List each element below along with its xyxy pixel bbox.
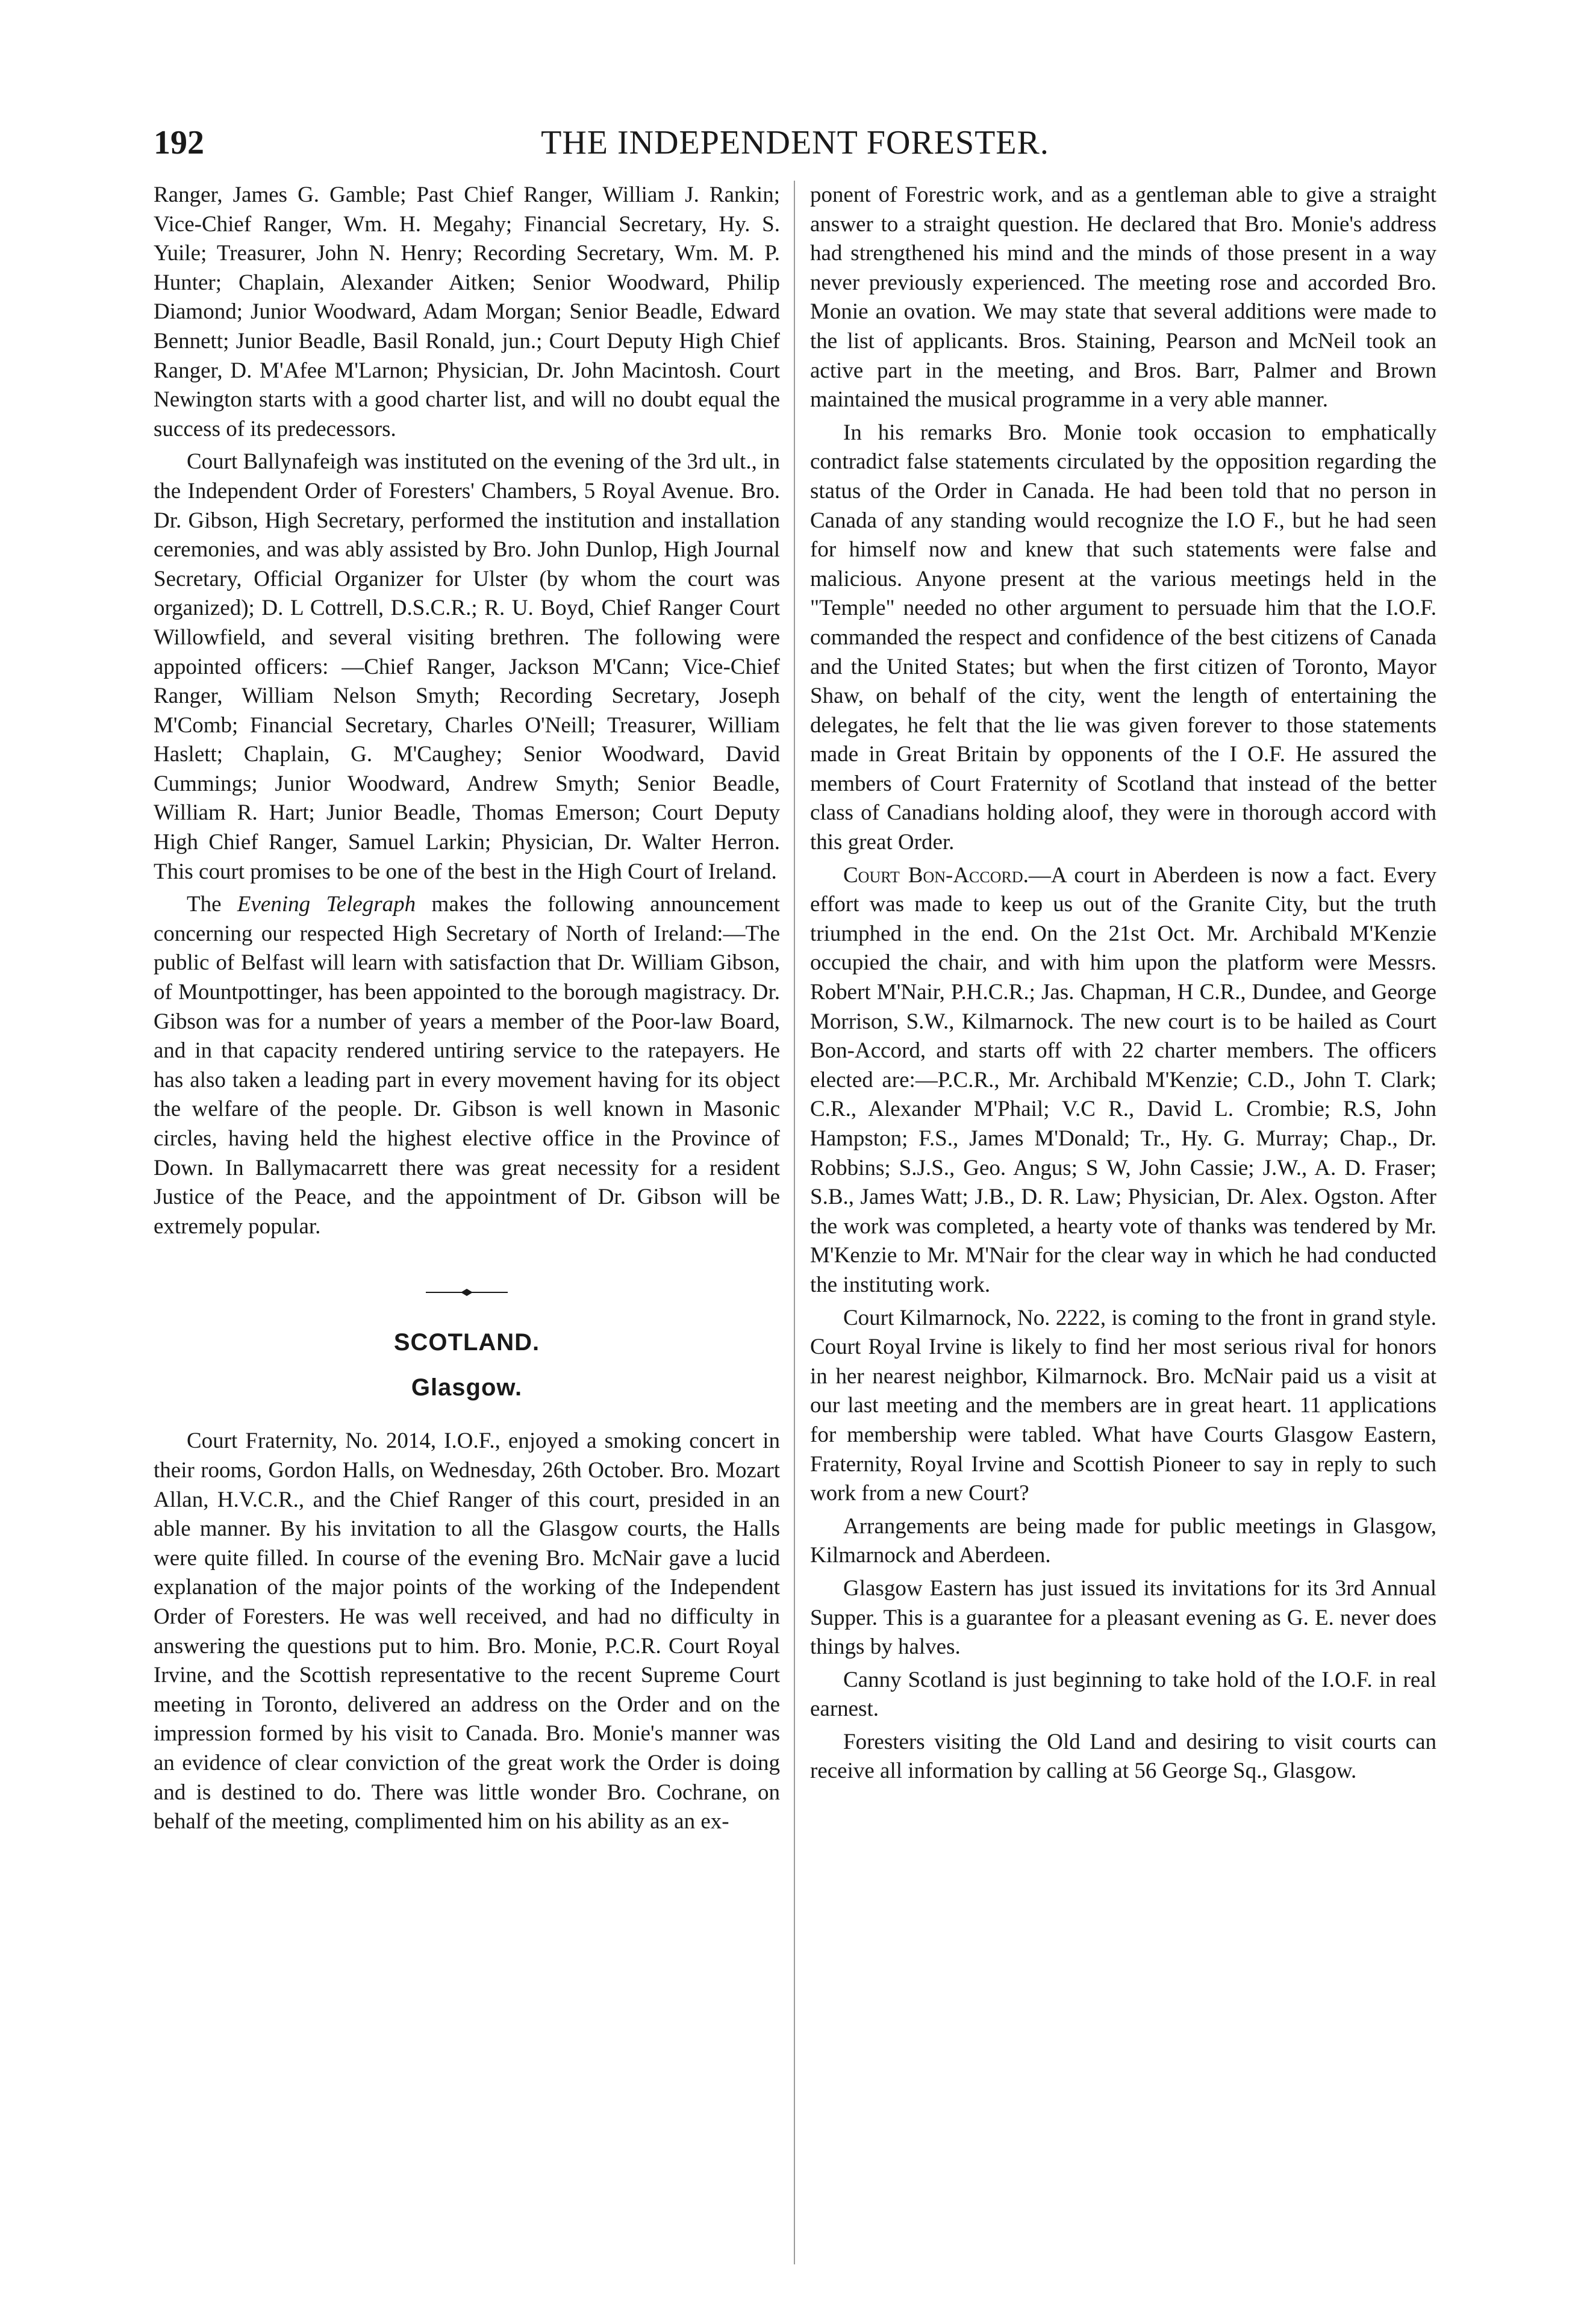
paragraph-monie-remarks: In his remarks Bro. Monie took occasion to emphatically contradict false statements circulated by the opposition regarding the status of the Order in Canada. He had been told that no person in Canada of any standing would recognize the I.O F., but he had seen for himself now and knew that such statements were false and malicious. Anyone present at the various meetings held in the "Temple" needed no other argument to persuade him that the I.O.F. commanded the respect and confidence of the best citizens of Canada and the United States; but when the first citizen of Toronto, Mayor Shaw, on behalf of the city, went the length of entertaining the delegates, he felt that the lie was given forever to those statements made in Great Britain by opponents of the I O.F. He assured the members of Court Fraternity of Scotland that instead of the better class of Canadians holding aloof, they were in thorough accord with this great Order. xyxy=(810,420,1436,855)
column-divider xyxy=(794,181,795,2264)
paragraph-continuation: ponent of Forestric work, and as a gentleman able to give a straight answer to a straight question. He declared that Bro. Monie's address had strengthened his mind and the minds of those present in a way never previously experienced. The meeting rose and accorded Bro. Monie an ovation. We may state that several additions were made to the list of applicants. Bros. Staining, Pearson and McNeil took an active part in the meeting, and Bros. Barr, Palmer and Brown maintained the musical programme in a very able manner. xyxy=(810,182,1436,413)
paragraph-kilmarnock: Court Kilmarnock, No. 2222, is coming to the front in grand style. Court Royal Irvine is likely to find her most serious rival for honors in her nearest neighbor, Kilmarnock. Bro. McNair paid us a visit at our last meeting and the members are in great heart. 11 applications for membership were tabled. What have Courts Glasgow Eastern, Fraternity, Royal Irvine and Scottish Pioneer to say in reply to such work from a new Court? xyxy=(810,1305,1436,1506)
paragraph-newington-officers: Ranger, James G. Gamble; Past Chief Ranger, William J. Rankin; Vice-Chief Ranger, Wm. H. Megahy; Financial Secretary, Hy. S. Yuile; Treasurer, John N. Henry; Recording Secretary, Wm. M. P. Hunter; Chaplain, Alexander Aitken; Senior Woodward, Philip Diamond; Junior Woodward, Adam Morgan; Senior Beadle, Edward Bennett; Junior Beadle, Basil Ronald, jun.; Court Deputy High Chief Ranger, D. M'Afee M'Larnon; Physician, Dr. John Macintosh. Court Newington starts with a good charter list, and will no doubt equal the success of its predecessors. xyxy=(154,182,780,441)
right-column xyxy=(810,181,1436,2264)
paragraph-ballynafeigh: Court Ballynafeigh was instituted on the evening of the 3rd ult., in the Independent Order of Foresters' Chambers, 5 Royal Avenue. Bro. Dr. Gibson, High Secretary, performed the institution and installation ceremonies, and was ably assisted by Bro. John Dunlop, High Journal Secretary, Official Organizer for Ulster (by whom the court was organized); D. L Cottrell, D.S.C.R.; R. U. Boyd, Chief Ranger Court Willowfield, and several visiting brethren. The following were appointed officers: —Chief Ranger, Jackson M'Cann; Vice-Chief Ranger, William Nelson Smyth; Recording Secretary, Joseph M'Comb; Financial Secretary, Charles O'Neill; Treasurer, William Haslett; Chaplain, G. M'Caughey; Senior Woodward, David Cummings; Junior Woodward, Andrew Smyth; Senior Beadle, William R. Hart; Junior Beadle, Thomas Emerson; Court Deputy High Chief Ranger, Samuel Larkin; Physician, Dr. Walter Herron. This court promises to be one of the best in the High Court of Ireland. xyxy=(154,449,780,884)
paragraph-visiting-foresters: Foresters visiting the Old Land and desiring to visit courts can receive all information by calling at 56 George Sq., Glasgow. xyxy=(810,1729,1436,1784)
text-run: —A court in Aberdeen is now a fact. Every effort was made to keep us out of the Granite City, but the truth triumphed in the end. On the 21st Oct. Mr. Archibald M'Kenzie occupied the chair, and with him upon the platform were Messrs. Robert M'Nair, P.H.C.R.; Jas. Chapman, H C.R., Dundee, and George Morrison, S.W., Kilmarnock. The new court is to be hailed as Court Bon-Accord, and starts off with 22 charter members. The officers elected are:—P.C.R., Mr. Archibald M'Kenzie; C.D., John T. Clark; C.R., Alexander M'Phail; V.C R., David L. Crombie; R.S, John Hampston; F.S., James M'Donald; Tr., Hy. G. Murray; Chap., Dr. Robbins; S.J.S., Geo. Angus; S W, John Cassie; J.W., A. D. Fraser; S.B., James Watt; J.B., D. R. Law; Physician, Dr. Alex. Ogston. After the work was completed, a hearty vote of thanks was tendered by Mr. M'Kenzie to Mr. M'Nair for the clear way in which he had conducted the instituting work. xyxy=(810,862,1436,1297)
running-title: THE INDEPENDENT FORESTER. xyxy=(541,124,1049,161)
paragraph-canny-scotland: Canny Scotland is just beginning to take hold of the I.O.F. in real earnest. xyxy=(810,1667,1436,1722)
text-run: makes the following announcement concerning our respected High Secretary of North of Ireland:—The public of Belfast will learn with satisfaction that Dr. William Gibson, of Mountpottinger, has been appointed to the borough magistracy. Dr. Gibson was for a number of years a member of the Poor-law Board, and in that capacity rendered untiring service to the ratepayers. He has also taken a leading part in every movement having for its object the welfare of the people. Dr. Gibson is well known in Masonic circles, having held the highest elective office in the Province of Down. In Ballymacarrett there was great necessity for a resident Justice of the Peace, and the appointment of Dr. Gibson will be extremely popular. xyxy=(154,892,780,1239)
paragraph-court-fraternity: Court Fraternity, No. 2014, I.O.F., enjoyed a smoking concert in their rooms, Gordon Halls, on Wednesday, 26th October. Bro. Mozart Allan, H.V.C.R., and the Chief Ranger of this court, presided in an able manner. By his invitation to all the Glasgow courts, the Halls were quite filled. In course of the evening Bro. McNair gave a lucid explanation of the major points of the working of the Independent Order of Foresters. He was well received, and had no difficulty in answering the questions put to him. Bro. Monie, P.C.R. Court Royal Irvine, and the Scottish representative to the recent Supreme Court meeting in Toronto, delivered an address on the Order and on the impression formed by his visit to Canada. Bro. Monie's manner was an evidence of clear conviction of the great work the Order is doing and is destined to do. There was little wonder Bro. Cochrane, on behalf of the meeting, complimented him on his ability as an ex- xyxy=(154,1428,780,1834)
paragraph-evening-telegraph xyxy=(154,890,780,1241)
publication-name: Evening Telegraph xyxy=(237,892,416,917)
section-divider-ornament xyxy=(425,1288,509,1297)
section-title: SCOTLAND. xyxy=(393,1329,540,1356)
court-name: Court Bon-Accord. xyxy=(843,862,1029,888)
paragraph-bon-accord xyxy=(810,861,1436,1300)
page-header xyxy=(154,123,1436,172)
left-column xyxy=(154,181,780,2264)
paragraph-glasgow-eastern: Glasgow Eastern has just issued its invitations for its 3rd Annual Supper. This is a guarantee for a pleasant evening as G. E. never does things by halves. xyxy=(810,1575,1436,1660)
page-number: 192 xyxy=(154,124,204,161)
paragraph-arrangements: Arrangements are being made for public meetings in Glasgow, Kilmarnock and Aberdeen. xyxy=(810,1513,1436,1568)
section-subtitle: Glasgow. xyxy=(411,1374,523,1401)
text-run: The xyxy=(187,892,237,917)
